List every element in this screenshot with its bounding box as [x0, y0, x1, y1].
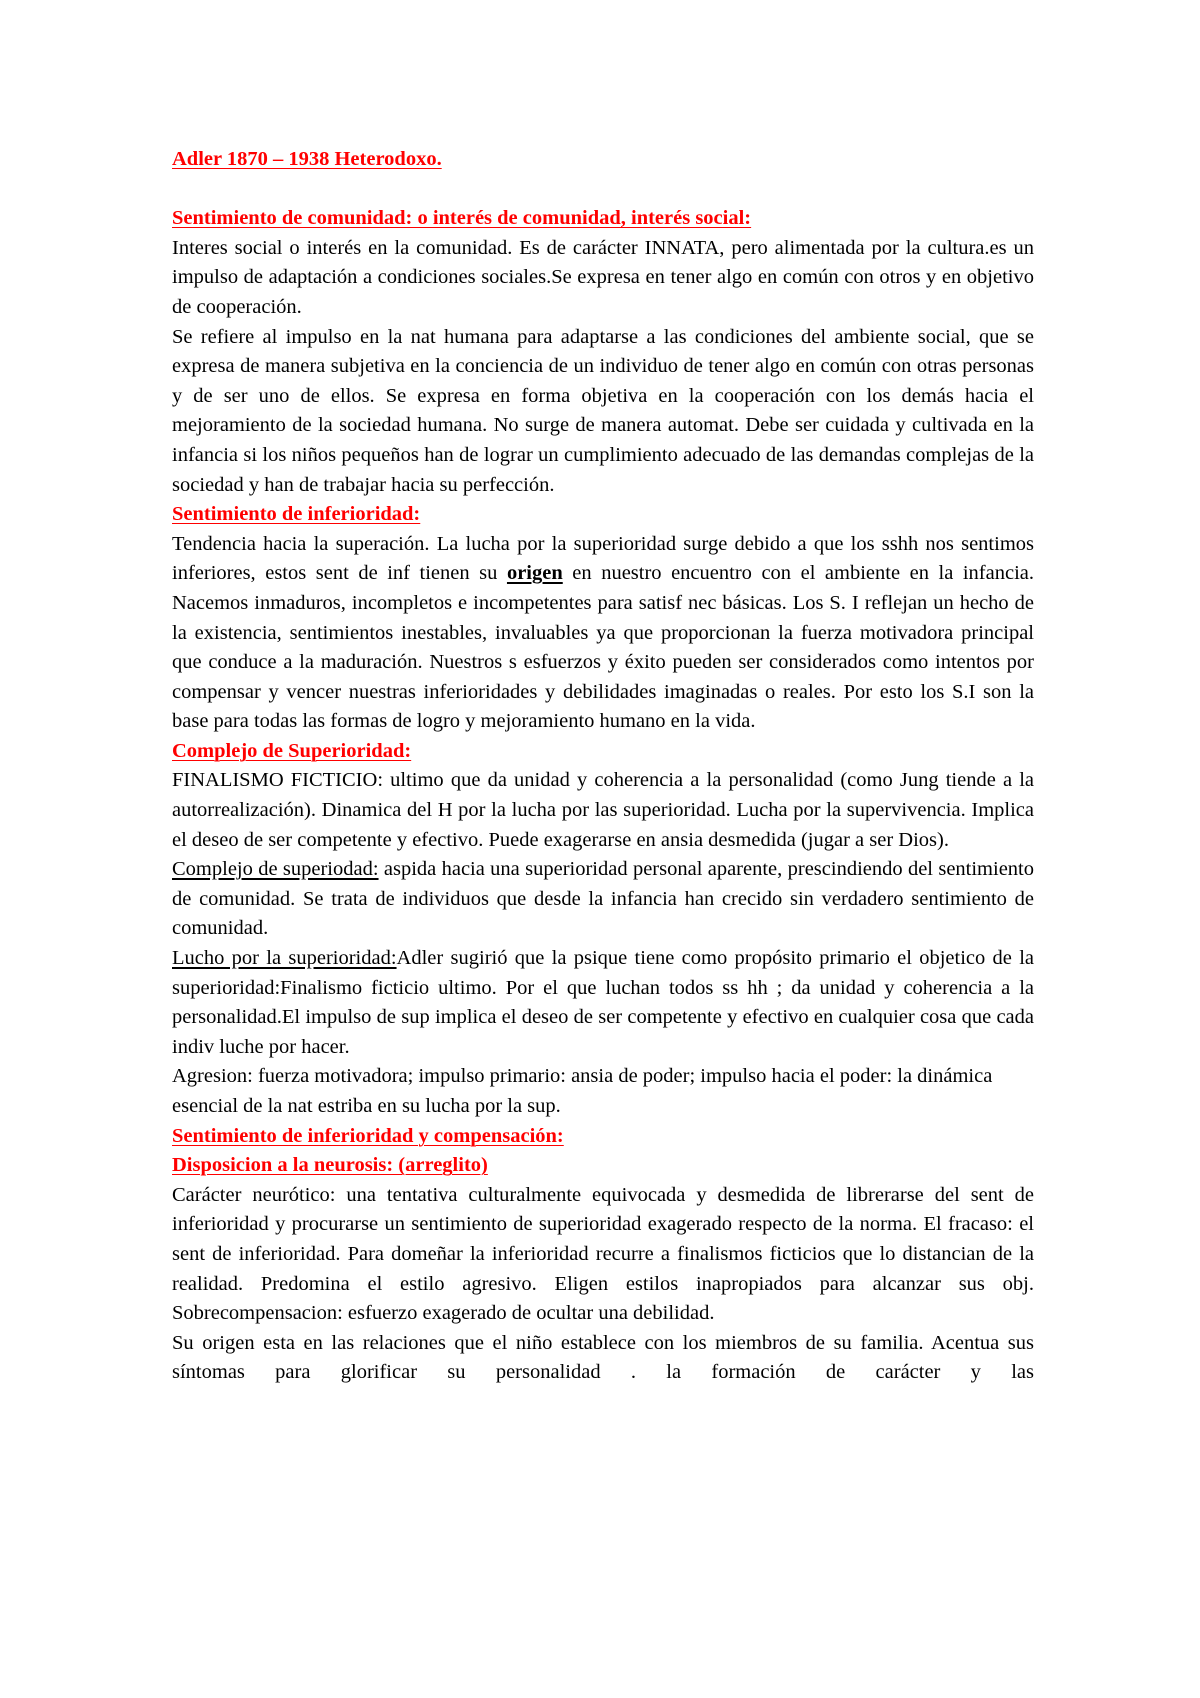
paragraph-comunidad-1: Interes social o interés en la comunidad. Es de carácter INNATA, pero alimentada por la cultura.es un impulso de adaptación a condiciones sociales.Se expresa en tener algo en común con otros y en objetivo de cooperación. — [172, 236, 1034, 318]
paragraph-lucho-superioridad — [172, 944, 1034, 1062]
paragraph-agresion: Agresion: fuerza motivadora; impulso primario: ansia de poder; impulso hacia el poder: la dinámica esencial de la nat estriba en su lucha por la sup. — [172, 1065, 993, 1117]
document-page — [172, 145, 1034, 1388]
paragraph-inferioridad-1 — [172, 530, 1034, 737]
label-lucho-superioridad: Lucho por la superioridad: — [172, 947, 397, 970]
heading-sentimiento-inferioridad: Sentimiento de inferioridad: — [172, 503, 421, 526]
paragraph-caracter-neurotico: Carácter neurótico: una tentativa culturalmente equivocada y desmedida de librerarse del sent de inferioridad y procurarse un sentimiento de superioridad exagerado respecto de la norma. El fracaso: el sent de inferioridad. Para domeñar la inferioridad recurre a finalismos ficticios que lo distancian de la realidad. Predomina el estilo agresivo. Eligen estilos inapropiados para alcanzar sus obj. Sobrecompensacion: esfuerzo exagerado de ocultar una debilidad. — [172, 1183, 1034, 1325]
paragraph-complejo-superiodad — [172, 855, 1034, 944]
heading-disposicion-neurosis: Disposicion a la neurosis: (arreglito) — [172, 1154, 488, 1177]
paragraph-finalismo-ficticio: FINALISMO FICTICIO: ultimo que da unidad y coherencia a la personalidad (como Jung tiende a la autorrealización). Dinamica del H por la lucha por las superioridad. Lucha por la supervivencia. Implica el deseo de ser competente y efectivo. Puede exagerarse en ansia desmedida (jugar a ser Dios). — [172, 769, 1034, 851]
text-complejo-superiodad: aspida hacia una superioridad personal aparente, prescindiendo del sentimiento de comunidad. Se trata de individuos que desde la infancia han crecido sin verdadero sentimiento de comunidad. — [172, 858, 1034, 940]
origen-emphasis: origen — [506, 562, 563, 585]
heading-inferioridad-compensacion: Sentimiento de inferioridad y compensación: — [172, 1124, 564, 1147]
paragraph-inferioridad-text-b: en nuestro encuentro con el ambiente en la infancia. Nacemos inmaduros, incompletos e incompetentes para satisf nec básicas. Los S. I reflejan un hecho de la existencia, sentimientos inestables, invaluables ya que proporcionan la fuerza motivadora principal que conduce a la maduración. Nuestros s esfuerzos y éxito pueden ser considerados como intentos por compensar y vencer nuestras inferioridades y debilidades imaginadas o reales. Por esto los S.I son la base para todas las formas de logro y mejoramiento humano en la vida. — [172, 562, 1034, 733]
paragraph-inferioridad-text-a: Tendencia hacia la superación. La lucha por la superioridad surge debido a que los sshh nos sentimos inferiores, estos sent de inf tienen su — [172, 532, 1034, 585]
document-title: Adler 1870 – 1938 Heterodoxo. — [172, 148, 442, 170]
paragraph-comunidad-2: Se refiere al impulso en la nat humana para adaptarse a las condiciones del ambiente social, que se expresa de manera subjetiva en la conciencia de un individuo de tener algo en común con otras personas y de ser uno de ellos. Se expresa en forma objetiva en la cooperación con los demás hacia el mejoramiento de la sociedad humana. No surge de manera automat. Debe ser cuidada y cultivada en la infancia si los niños pequeños han de lograr un cumplimiento adecuado de las demandas complejas de la sociedad y han de trabajar hacia su perfección. — [172, 325, 1034, 496]
text-lucho-superioridad: Adler sugirió que la psique tiene como propósito primario el objetico de la superioridad:Finalismo ficticio ultimo. Por el que luchan todos ss hh ; da unidad y coherencia a la personalidad.El impulso de sup implica el deseo de ser competente y efectivo en cualquier cosa que cada indiv luche por hacer. — [172, 947, 1034, 1058]
heading-sentimiento-comunidad: Sentimiento de comunidad: o interés de comunidad, interés social: — [172, 207, 752, 230]
heading-complejo-superioridad: Complejo de Superioridad: — [172, 739, 412, 762]
paragraph-origen-familia: Su origen esta en las relaciones que el niño establece con los miembros de su familia. Acentua sus síntomas para glorificar su personalidad . la formación de carácter y las — [172, 1331, 1034, 1384]
label-complejo-superiodad: Complejo de superiodad: — [172, 858, 379, 881]
blank-line — [172, 175, 1034, 205]
